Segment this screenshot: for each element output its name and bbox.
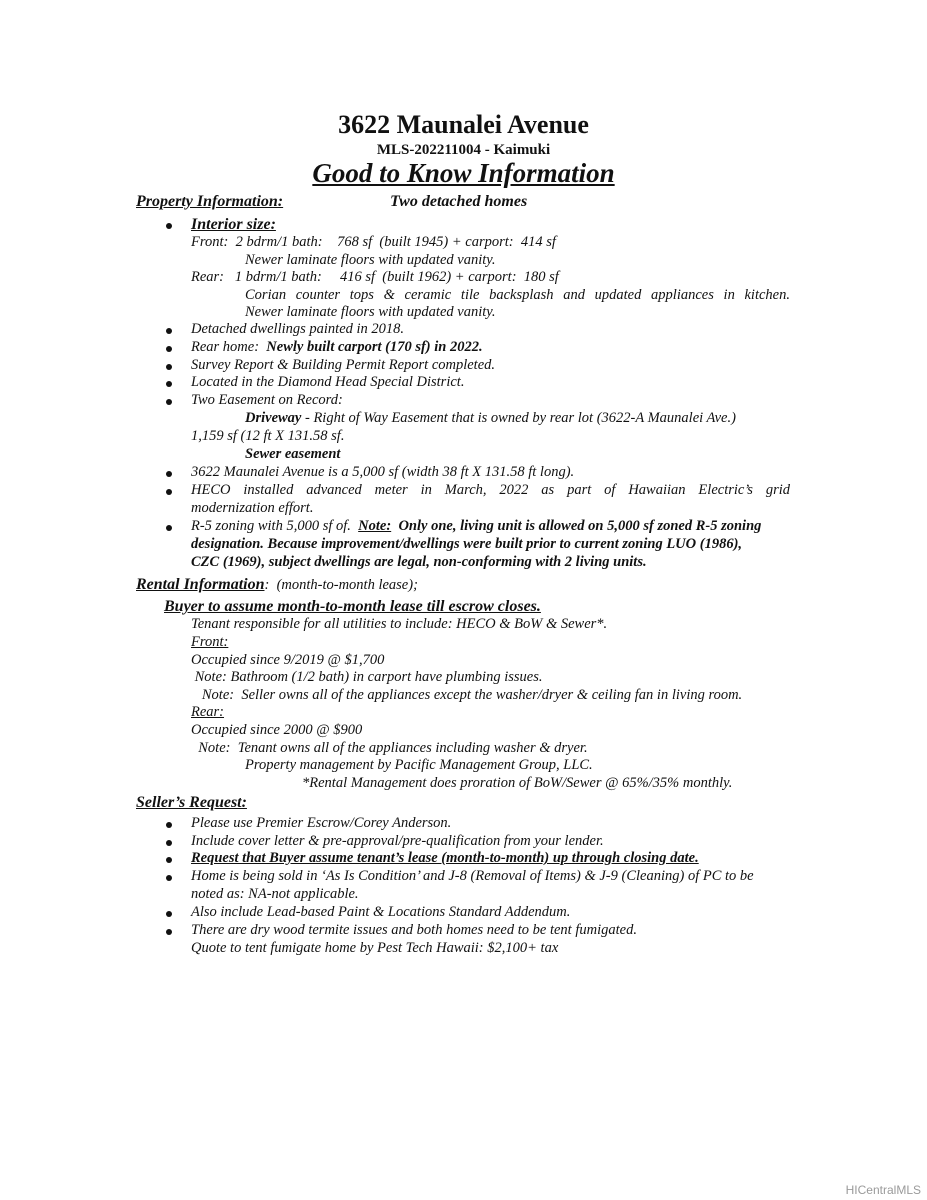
zoning-item-cont: designation. Because improvement/dwellings were built prior to current zoning LUO (1986), (191, 536, 743, 552)
bullet (166, 328, 172, 334)
heco-item: HECO installed advanced meter in March, 2022 as part of Hawaiian Electric’s grid (191, 482, 790, 498)
bullet (166, 911, 172, 917)
driveway-size: 1,159 sf (12 ft X 131.58 sf. (191, 428, 345, 444)
cover-letter-item: Include cover letter & pre-approval/pre-qualification from your lender. (191, 833, 604, 849)
rental-heading-row (136, 576, 418, 595)
front-note: Newer laminate floors with updated vanity. (245, 252, 496, 268)
rear-occupied: Occupied since 2000 @ $900 (191, 722, 363, 738)
zoning-item (191, 518, 761, 536)
bullet (166, 399, 172, 405)
easement-heading: Two Easement on Record: (191, 392, 343, 408)
driveway-text: - Right of Way Easement that is owned by rear lot (3622-A Maunalei Ave.) (301, 410, 736, 426)
zoning-note-label: Note: (358, 518, 392, 534)
bullet (166, 364, 172, 370)
bullet (166, 840, 172, 846)
zoning-item-cont2: CZC (1969), subject dwellings are legal, non-conforming with 2 living units. (191, 554, 647, 570)
assume-lease-heading: Buyer to assume month-to-month lease till escrow closes. (164, 598, 541, 615)
bullet (166, 822, 172, 828)
rental-info-heading: Rental Information (136, 576, 265, 593)
as-is-item-cont: noted as: NA-not applicable. (191, 886, 359, 902)
lease-request-item: Request that Buyer assume tenant’s lease (month-to-month) up through closing date. (191, 850, 699, 866)
survey-item: Survey Report & Building Permit Report completed. (191, 357, 496, 373)
document-title: Good to Know Information (312, 158, 615, 188)
property-address-title: 3622 Maunalei Avenue (338, 110, 589, 139)
rear-home-label: Rear home: (191, 339, 267, 355)
rental-proration: *Rental Management does proration of BoW/Sewer @ 65%/35% monthly. (302, 775, 733, 791)
property-management: Property management by Pacific Management Group, LLC. (245, 757, 593, 773)
property-subheading: Two detached homes (390, 193, 528, 210)
rear-note-floors: Newer laminate floors with updated vanity. (245, 304, 496, 320)
seller-request-heading: Seller’s Request: (136, 794, 247, 811)
bullet (166, 857, 172, 863)
sewer-easement: Sewer easement (245, 446, 341, 462)
bullet (166, 489, 172, 495)
interior-size-heading: Interior size: (191, 216, 276, 233)
lead-paint-item: Also include Lead-based Paint & Locations Standard Addendum. (191, 904, 571, 920)
bullet (166, 525, 172, 531)
bullet (166, 875, 172, 881)
rear-home-carport: Newly built carport (170 sf) in 2022. (266, 339, 483, 355)
termite-item: There are dry wood termite issues and both homes need to be tent fumigated. (191, 922, 637, 938)
rear-home-item (191, 339, 483, 357)
rear-note-kitchen: Corian counter tops & ceramic tile backsplash and updated appliances in kitchen. (245, 287, 790, 303)
rear-appliance-note: Note: Tenant owns all of the appliances including washer & dryer. (191, 740, 588, 756)
lot-size-item: 3622 Maunalei Avenue is a 5,000 sf (width 38 ft X 131.58 ft long). (191, 464, 575, 480)
rental-rear-label: Rear: (191, 704, 225, 720)
driveway-easement (245, 410, 790, 428)
rear-size: Rear: 1 bdrm/1 bath: 416 sf (built 1962) + carport: 180 sf (191, 269, 559, 285)
rental-heading-suffix: : (month-to-month lease); (264, 577, 418, 593)
zoning-plain: R-5 zoning with 5,000 sf of. (191, 518, 359, 534)
property-info-heading: Property Information: (136, 193, 284, 210)
district-item: Located in the Diamond Head Special District. (191, 374, 465, 390)
tenant-utilities: Tenant responsible for all utilities to include: HECO & BoW & Sewer*. (191, 616, 608, 632)
painted-item: Detached dwellings painted in 2018. (191, 321, 405, 337)
front-occupied: Occupied since 9/2019 @ $1,700 (191, 652, 385, 668)
front-size: Front: 2 bdrm/1 bath: 768 sf (built 1945) + carport: 414 sf (191, 234, 556, 250)
as-is-item: Home is being sold in ‘As Is Condition’ and J-8 (Removal of Items) & J-9 (Cleaning) of PC to be (191, 868, 754, 884)
zoning-note-text: Only one, living unit is allowed on 5,000 sf zoned R-5 zoning (391, 518, 762, 534)
bullet (166, 346, 172, 352)
watermark: HICentralMLS (845, 1183, 921, 1197)
bullet (166, 381, 172, 387)
heco-item-cont: modernization effort. (191, 500, 314, 516)
bullet (166, 223, 172, 229)
bullet (166, 471, 172, 477)
property-info-heading-row (136, 193, 283, 212)
escrow-item: Please use Premier Escrow/Corey Anderson. (191, 815, 452, 831)
fumigation-quote: Quote to tent fumigate home by Pest Tech Hawaii: $2,100+ tax (191, 940, 559, 956)
driveway-label: Driveway (245, 410, 302, 426)
front-bath-note: Note: Bathroom (1/2 bath) in carport have plumbing issues. (191, 669, 543, 685)
mls-number: MLS-202211004 - Kaimuki (376, 142, 551, 158)
rental-front-label: Front: (191, 634, 229, 650)
front-appliance-note: Note: Seller owns all of the appliances except the washer/dryer & ceiling fan in living room. (191, 687, 743, 703)
bullet (166, 929, 172, 935)
